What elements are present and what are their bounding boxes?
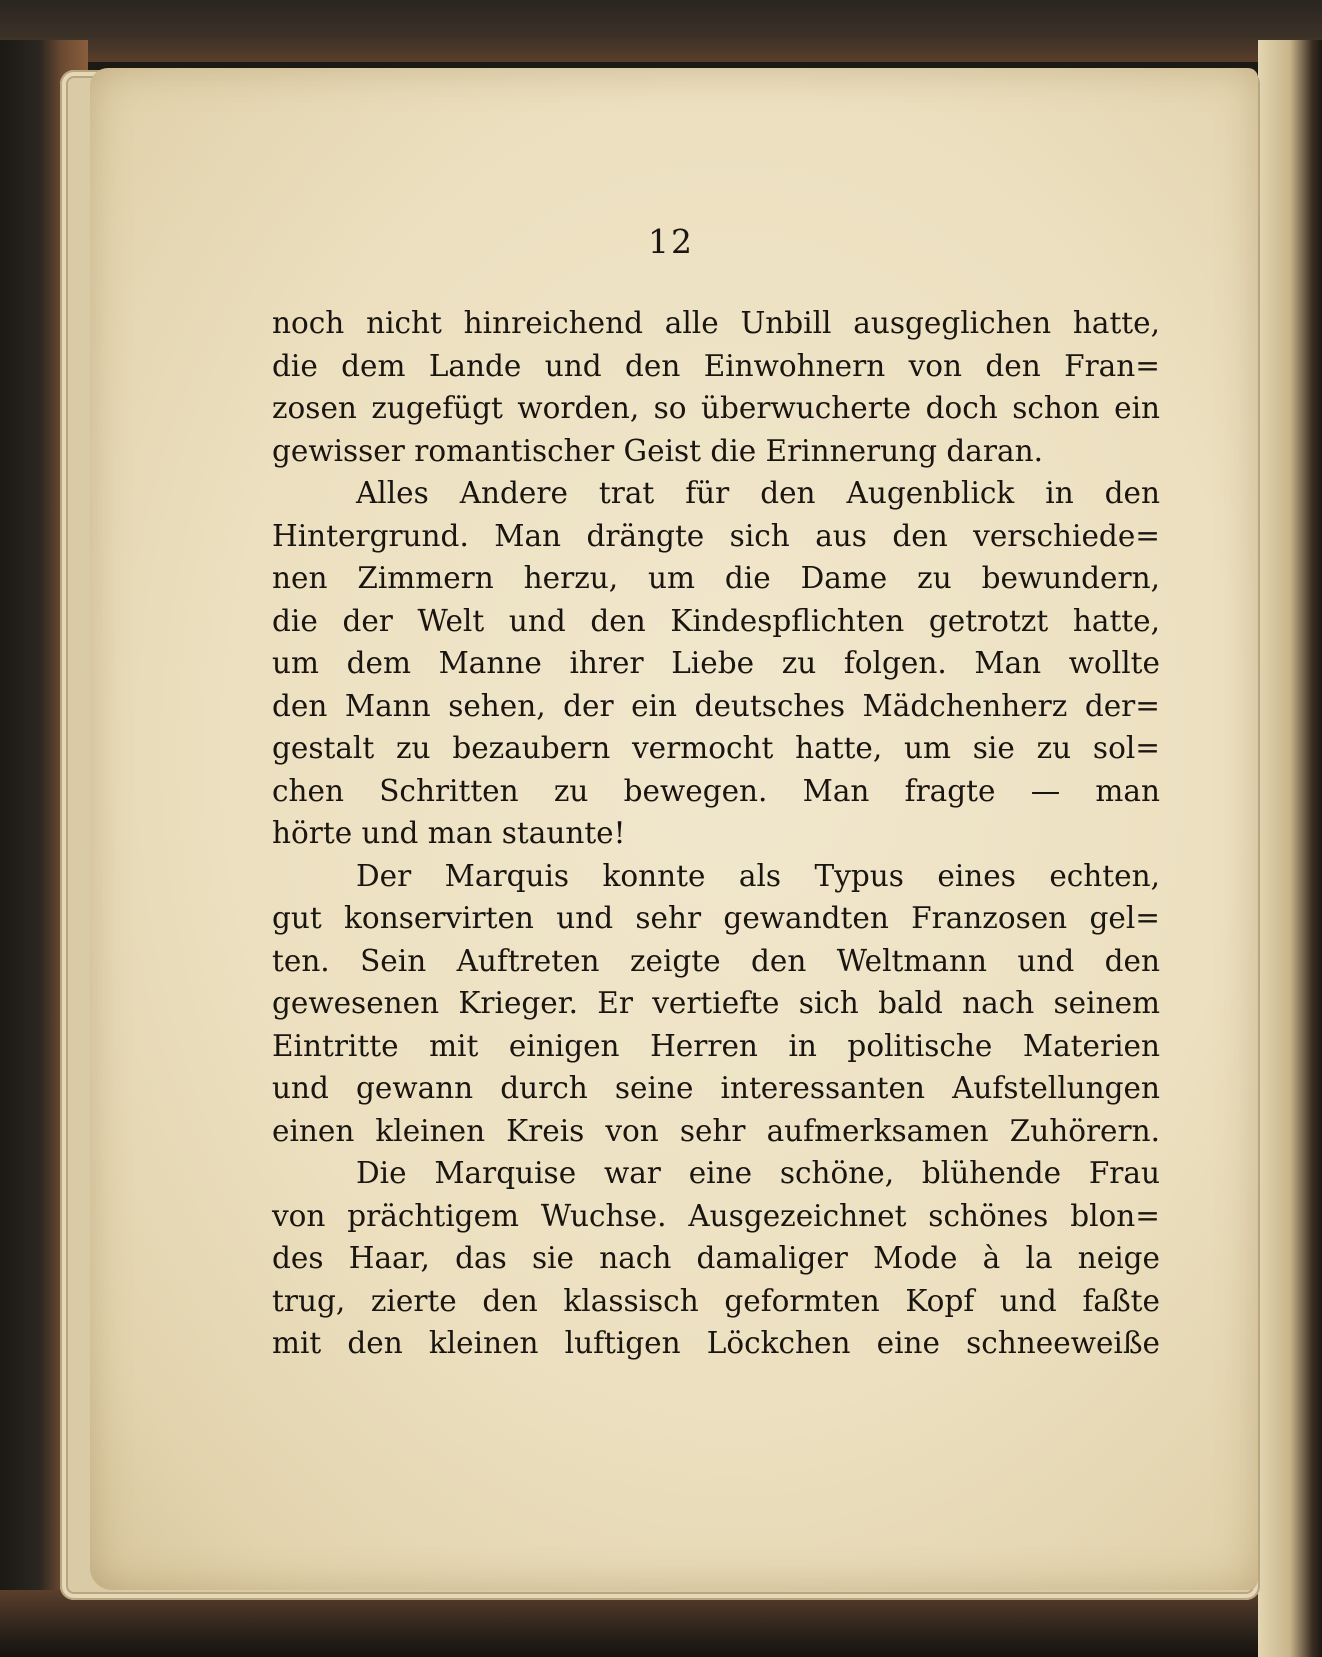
text-line: einen kleinen Kreis von sehr aufmerksamen Zuhörern. (272, 1113, 1160, 1148)
text-line: des Haar, das sie nach damaliger Mode à la neige (272, 1241, 1160, 1275)
text-line: die der Welt und den Kindespflichten getrotzt hatte, (272, 603, 1160, 638)
text-line: gewisser romantischer Geist die Erinnerung daran. (272, 433, 1043, 468)
book-cover-bottom (0, 1590, 1322, 1657)
text-line: noch nicht hinreichend alle Unbill ausgeglichen hatte, (272, 306, 1160, 340)
text-line: hörte und man staunte! (272, 816, 626, 850)
text-line: chen Schritten zu bewegen. Man fragte — man (272, 773, 1160, 808)
text-line: Der Marquis konnte als Typus eines echten, (356, 858, 1160, 893)
text-line: Die Marquise war eine schöne, blühende Frau (356, 1156, 1160, 1190)
text-line: gut konservirten und sehr gewandten Franzosen gel= (272, 901, 1160, 935)
text-line: Hintergrund. Man drängte sich aus den verschiede= (272, 518, 1160, 553)
text-line: ten. Sein Auftreten zeigte den Weltmann und den (272, 943, 1160, 978)
page-number: 12 (648, 222, 694, 261)
text-line: zosen zugefügt worden, so überwucherte doch schon ein (272, 391, 1160, 425)
text-line: Alles Andere trat für den Augenblick in den (356, 476, 1160, 510)
book-gutter-right (1258, 40, 1322, 1657)
text-line: den Mann sehen, der ein deutsches Mädchenherz der= (272, 688, 1160, 723)
text-line: die dem Lande und den Einwohnern von den Fran= (272, 348, 1160, 383)
text-line: mit den kleinen luftigen Löckchen eine schneeweiße (272, 1326, 1160, 1360)
text-line: von prächtigem Wuchse. Ausgezeichnet schönes blon= (272, 1198, 1160, 1233)
text-line: um dem Manne ihrer Liebe zu folgen. Man wollte (272, 646, 1160, 680)
text-line: trug, zierte den klassisch geformten Kopf und faßte (272, 1283, 1160, 1318)
text-line: Eintritte mit einigen Herren in politische Materien (272, 1028, 1160, 1063)
body-text (272, 302, 1160, 1365)
text-line: gestalt zu bezaubern vermocht hatte, um sie zu sol= (272, 731, 1160, 765)
book-cover-top (0, 0, 1322, 62)
text-line: und gewann durch seine interessanten Aufstellungen (272, 1071, 1160, 1105)
text-line: nen Zimmern herzu, um die Dame zu bewundern, (272, 561, 1160, 595)
text-line: gewesenen Krieger. Er vertiefte sich bald nach seinem (272, 986, 1160, 1020)
